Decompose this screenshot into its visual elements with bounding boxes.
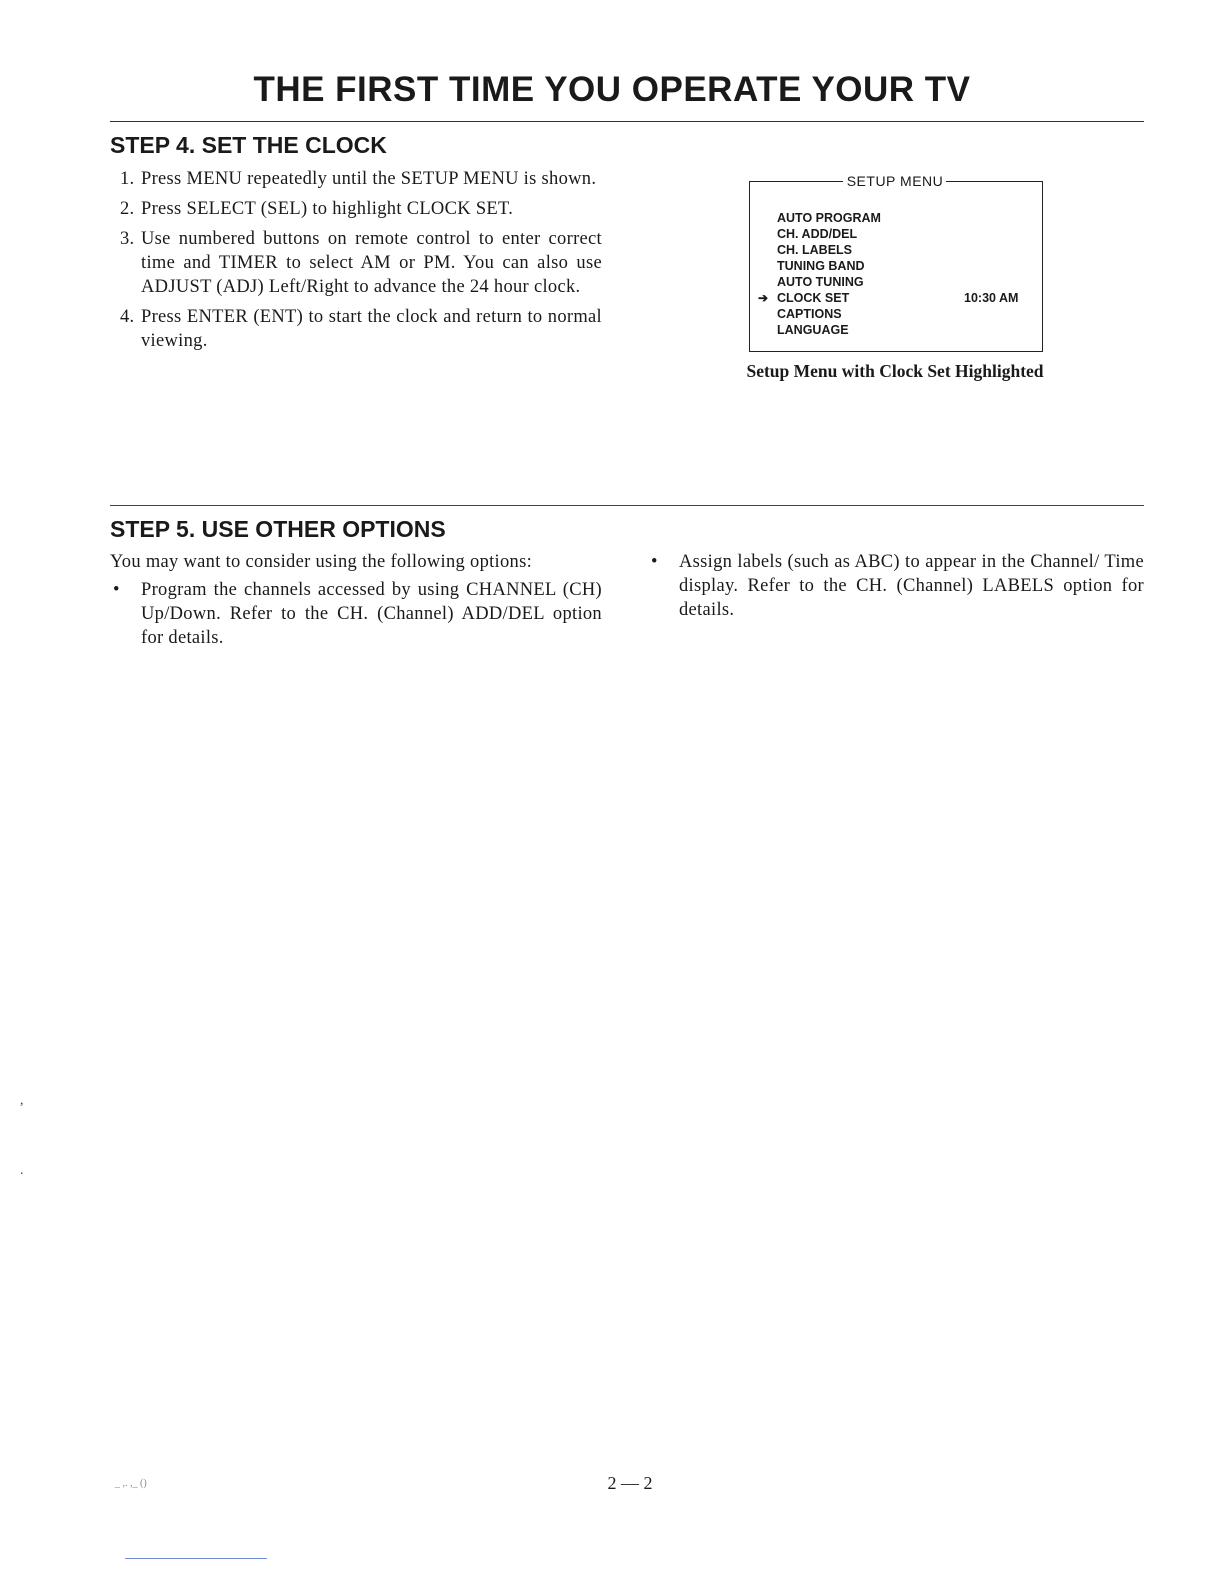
step4-item-number: 1. [120,169,135,189]
setup-menu-item: CAPTIONS [777,307,842,321]
step4-item-number: 2. [120,199,135,219]
page-title: THE FIRST TIME YOU OPERATE YOUR TV [253,70,971,109]
setup-menu-item: CH. ADD/DEL [777,227,858,241]
setup-menu-item: AUTO TUNING [777,275,864,289]
footer-line [125,1558,267,1559]
step4-item [110,305,602,353]
option-bullet [110,578,602,650]
step4-item-number: 4. [120,307,135,327]
title-rule [110,121,1144,122]
step4-item-number: 3. [120,229,135,249]
step4-item [110,167,602,191]
figure-caption: Setup Menu with Clock Set Highlighted [746,361,1044,381]
step4-item-text: Use numbered buttons on remote control to enter correct time and TIMER to select AM or PM. You can also use ADJUST (ADJ) Left/Right to advance the 24 hour clock. [141,229,602,297]
step5-bullets-left [110,578,602,650]
step4-item [110,197,602,221]
page-number: 2 — 2 [607,1473,653,1493]
step4-item-text: Press MENU repeatedly until the SETUP MENU is shown. [141,169,597,189]
setup-menu-list [758,210,1019,338]
option-text: Program the channels accessed by using CHANNEL (CH) Up/Down. Refer to the CH. (Channel) ADD/DEL option for details. [141,580,602,648]
arrow-right-icon: ➔ [758,291,769,305]
scan-mark: . [20,1163,24,1178]
step4-heading: STEP 4. SET THE CLOCK [110,132,387,158]
section-divider [110,505,1144,506]
setup-menu-item: LANGUAGE [777,323,849,337]
setup-menu-screen [749,173,1043,352]
setup-menu-item: AUTO PROGRAM [777,211,881,225]
step5-heading: STEP 5. USE OTHER OPTIONS [110,516,446,542]
setup-menu-title: SETUP MENU [846,173,944,189]
option-bullet [648,550,1144,622]
step4-item-text: Press SELECT (SEL) to highlight CLOCK SET. [141,199,514,219]
bullet-icon: • [651,552,658,572]
setup-menu-item-selected [758,290,1019,306]
step4-item-text: Press ENTER (ENT) to start the clock and return to normal viewing. [141,307,602,351]
scan-mark: , [20,1093,24,1108]
setup-menu-item: CH. LABELS [777,243,852,257]
footer-code: _ ,. ,_ () [115,1478,147,1489]
step4-item [110,227,602,299]
setup-menu-item-label: CLOCK SET [777,291,850,305]
step5-bullets-right [648,550,1144,622]
setup-menu-item: TUNING BAND [777,259,865,273]
step4-list [110,167,602,359]
option-text: Assign labels (such as ABC) to appear in the Channel/ Time display. Refer to the CH. (Channel) LABELS option for details. [679,552,1144,620]
step5-intro: You may want to consider using the following options: [110,552,533,572]
clock-value: 10:30 AM [964,291,1019,305]
bullet-icon: • [113,580,120,600]
